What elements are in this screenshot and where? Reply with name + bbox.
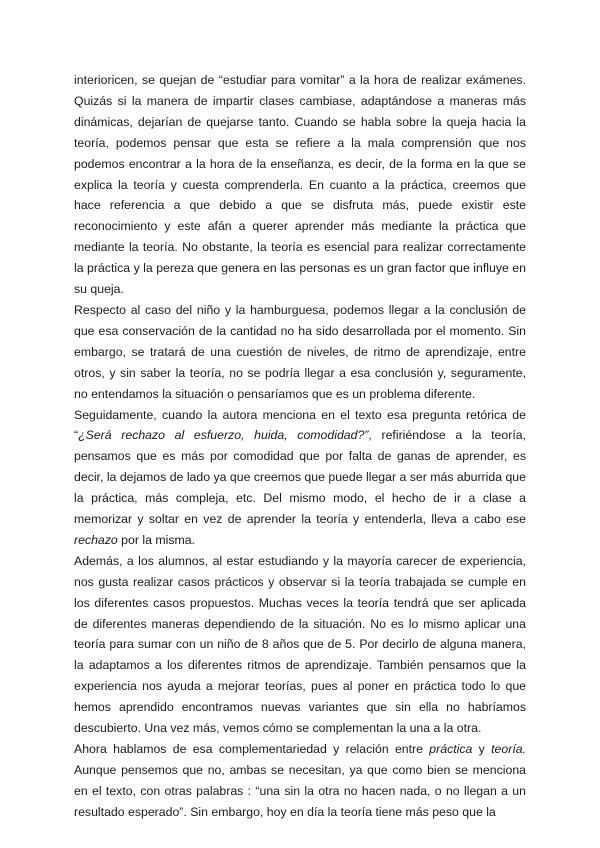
practica-italic: práctica (429, 742, 473, 756)
paragraph-text: por la misma. (117, 532, 195, 547)
paragraph-1 (74, 70, 526, 300)
paragraph-text: Aunque pensemos que no, ambas se necesitan, ya que como bien se menciona en el texto, con otras palabras : “una sin la otra no hacen nada, o no llegan a un resultado esperado”. Sin embargo, hoy en día la teoría tiene más peso que la (74, 762, 526, 819)
paragraph-text: interioricen, se quejan de “estudiar para vomitar” a la hora de realizar exámenes. Quizás si la manera de impartir clases cambiase, adaptándose a maneras más dinámicas, dejarían de quejarse tanto. Cuando se habla sobre la queja hacia la teoría, podemos pensar que esta se refiere a la mala comprensión que nos podemos encontrar a la hora de la enseñanza, es decir, de la forma en la que se explica la teoría y cuesta comprenderla. En cuanto a la práctica, creemos que hace referencia a que debido a que se disfruta más, puede existir este reconocimiento y este afán a querer aprender más mediante la práctica que mediante la teoría. No obstante, la teoría es esencial para realizar correctamente la práctica y la pereza que genera en las personas es un gran factor que influye en su queja. (74, 73, 526, 297)
paragraph-3 (74, 405, 526, 551)
document-page (74, 70, 526, 823)
rhetorical-question-italic: ¿Será rechazo al esfuerzo, huida, comodidad?” (78, 428, 369, 443)
paragraph-text: Además, a los alumnos, al estar estudiando y la mayoría carecer de experiencia, nos gusta realizar casos prácticos y observar si la teoría trabajada se cumple en los diferentes casos propuestos. Muchas veces la teoría tendrá que ser aplicada de diferentes maneras dependiendo de la situación. No es lo mismo aplicar una teoría para sumar con un niño de 8 años que de 5. Por decirlo de alguna manera, la adaptamos a los diferentes ritmos de aprendizaje. También pensamos que la experiencia nos ayuda a mejorar teorías, pues al poner en práctica todo lo que hemos aprendido encontramos nuevas variantes que sin ella no habríamos descubierto. Una vez más, vemos cómo se complementan la una a la otra. (74, 553, 526, 736)
teoria-italic: teoría. (491, 742, 526, 756)
paragraph-text: Seguidamente, cuando la autora menciona en el texto esa pregunta retórica de “ (74, 407, 526, 443)
paragraph-5 (74, 739, 526, 823)
paragraph-text: Respecto al caso del niño y la hamburguesa, podemos llegar a la conclusión de que esa conservación de la cantidad no ha sido desarrollada por el momento. Sin embargo, se tratará de una cuestión de niveles, de ritmo de aprendizaje, entre otros, y sin saber la teoría, no se podría llegar a esa conclusión y, seguramente, no entendamos la situación o pensaríamos que es un problema diferente. (74, 302, 526, 401)
paragraph-text: , refiriéndose a la teoría, pensamos que es más por comodidad que por falta de ganas de aprender, es decir, la dejamos de lado ya que creemos que puede llegar a ser más aburrida que la práctica, más compleja, etc. Del mismo modo, el hecho de ir a clase a memorizar y soltar en vez de aprender la teoría y entenderla, lleva a cabo ese (74, 428, 526, 527)
paragraph-text: Ahora hablamos de esa complementariedad y relación entre (74, 742, 430, 756)
paragraph-text: y (472, 742, 492, 756)
paragraph-2 (74, 300, 526, 405)
paragraph-4 (74, 551, 526, 739)
rechazo-italic: rechazo (74, 532, 118, 547)
